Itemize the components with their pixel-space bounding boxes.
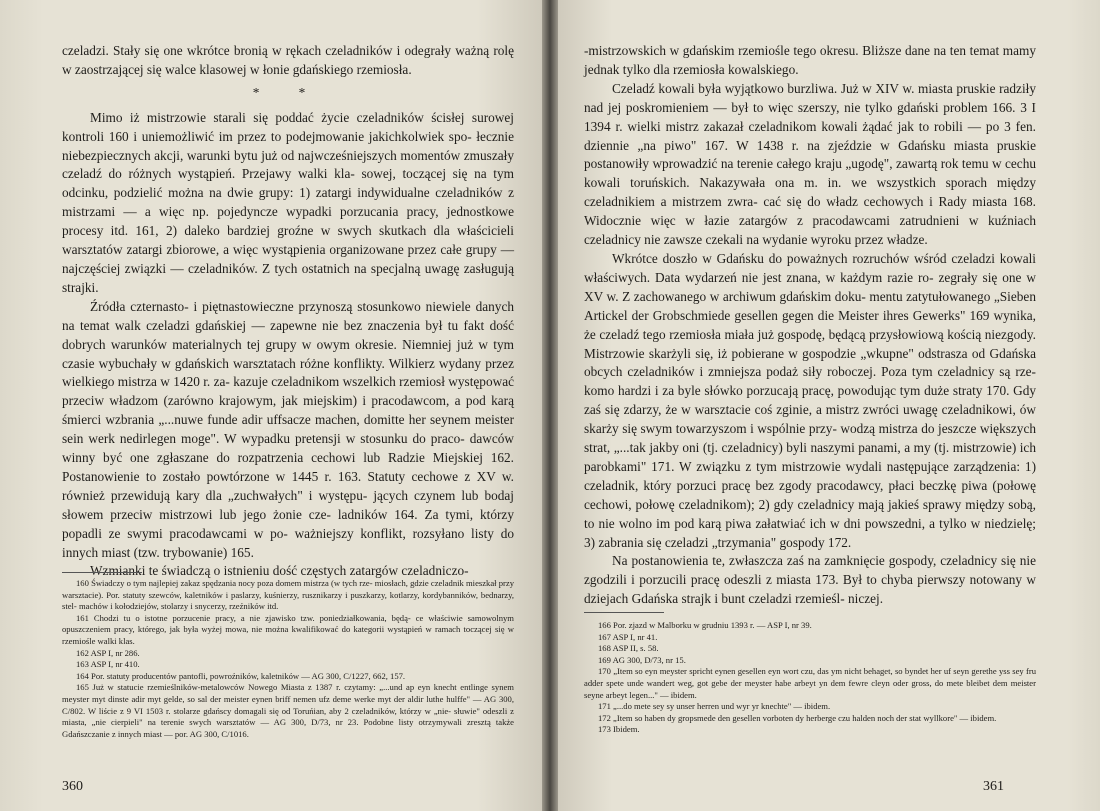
text-line: Miejskiej 162. Postanowienie to zostało powtórzone w 1445 r. 163. Statuty: [62, 450, 514, 484]
text-line: już gospodę, będącą przysłowiową kością niezgody. Mistrzowie skarżyli: [584, 326, 1036, 361]
text-line: (zarówno krajowym, jak miejskim) i pracodawcom, a pod karą śmierci: [62, 393, 514, 428]
text-line: się nie zgodzili i porzucili pracę odeszli z miasta 173. Był to chyba: [584, 553, 1037, 588]
text-line: był tu fakt dość dobrych warunków materialnych tej grupy w owym: [62, 317, 514, 352]
text-line: Mimo iż mistrzowie starali się poddać życie czeladników ścisłej surowej: [90, 109, 514, 125]
left-page: [0, 0, 542, 811]
text-line: straty 170. Gdy zaś się zdarzy, że w warsztacie coś zginie, a mistrz zwróci: [584, 383, 1037, 418]
text-line: rzemiosła.: [356, 61, 412, 77]
right-page: [558, 0, 1100, 811]
text-line: byli naszymi panami, a my (tj. mistrzowie) ich parobkami" 171. W związku: [584, 440, 1036, 474]
text-line: ważną rolę w zaostrzającej się walce klasowej w łonie gdańskiego: [62, 43, 514, 77]
text-line: to nie wolno im pod karą piwa załatwiać ich w dni powszedni,: [584, 515, 930, 531]
right-body-text: [584, 42, 1036, 609]
footnote: 167 ASP I, nr 41.: [598, 631, 658, 642]
footnote: 160 Świadczy o tym najlepiej zakaz spędzania nocy poza domem mistrza (w tych rze- miosłach, gdzie czeladnik mieszkał przy warsztacie). Por. statuty szewców, kaletników i paslarzy, kuśnierzy, rusznikarzy i puszkarzy, kotlarzy, kordybanników, bednarzy, stel- machów i kołodziejów, stolarzy i snycerzy, rzeźników itd.: [62, 578, 514, 612]
footnote: 171 „...do mete sey sy unser herren und wyr yr knechte" — ibidem.: [598, 701, 831, 712]
footnote: 173 Ibidem.: [598, 724, 640, 735]
text-line: ważniejszy konflikt, rozsyłano listy do innych miast (tzw. trybowanie) 165.: [62, 525, 514, 560]
section-separator: * *: [252, 84, 324, 100]
left-paragraph-2: [62, 109, 514, 298]
text-line: a więc wystąpienia organizowane przez całe grupy — najczęściej: [62, 242, 514, 276]
text-line: cechowe z XV w. również przewidują kary dla „zuchwałych" i występu-: [62, 468, 514, 503]
footnote: 168 ASP II, s. 58.: [598, 643, 659, 654]
text-line: różne konflikty. Wilkierz wydany przez wielkiego mistrza w 1420 r. za-: [62, 355, 514, 390]
text-line: się, iż pobierane w gospodzie „wkupne" odstrasza od Gdańska obcych: [584, 345, 1037, 380]
text-line: momentów zmuszały czeladź do różnych wystąpień. Przejawy walki kla-: [62, 147, 514, 182]
text-line: z tym mistrzowie wydali następujące zarządzenia: 1) czeladnik, który: [584, 458, 1036, 493]
text-line: Na postanowienia te, zwłaszcza zaś na zamknięcie gospody, czeladnicy: [612, 553, 1002, 569]
text-line: -mistrzowskich w gdańskim rzemiośle tego okresu. Bliższe dane na ten: [584, 43, 970, 58]
text-line: okresie. Niemniej już w tym czasie wybuchały w gdańskich warsztatach: [62, 336, 514, 371]
footnote: 169 AG 300, D/73, nr 15.: [598, 654, 686, 665]
left-paragraph-1: [62, 42, 514, 80]
footnote: 161 Chodzi tu o istotne porzucenie pracy, a nie zjawisko tzw. poniedziałkowania, będą- ce właściwie samowolnym opuszczeniem pracy, którego, jak była wyżej mowa, nie można kwalifikować do kategorii wystąpień w ramach toczącej się w rzemiośle walki klas.: [62, 612, 514, 646]
right-page-number: 361: [983, 779, 1004, 794]
text-line: komo hardzi i za byle słówko porzucają pracę, powodując tym duże: [584, 383, 953, 399]
text-line: czekali na wydanie wyroku przez władze.: [705, 232, 928, 248]
left-paragraph-3: [62, 298, 514, 563]
footnote: 165 Już w statucie rzemieślników-metalowców Nowego Miasta z 1387 r. czytamy: „...und ap eyn knecht entlinge synem meyster myt dinste adir myt gelde, so sal der meister eynen briff nemen ufz deme werke myt der aldir luthe hulffe" — AG 300, C/802. W liście z 9 VI 1503 r. stolarze gdańscy domagali się od Toruńian, aby 2 czeladników, którzy w „nie- słuwie" odeszli z miasta, „nie cierpieli" na terenie swych warsztatów — AG 300, D/73, nr 23. Podobne listy otrzymywali zresztą także Gdańszczanie z innych miast — por. AG 300, C/1016.: [62, 682, 514, 739]
left-footnote-rule: [62, 572, 142, 573]
text-line: ona m. in. we wszystkich sporach między czeladnikiem a mistrzem zwra-: [584, 175, 1036, 210]
text-line: groźne w swych skutkach dla właścicieli warsztatów zatargi zbiorowe,: [62, 223, 514, 258]
text-line: ladników 164. Za tymi, którzy popadli ze swymi pracodawcami w po-: [62, 506, 514, 541]
text-line: strajki.: [62, 279, 99, 295]
right-paragraph-1: [584, 42, 1036, 80]
text-line: sein werk nedirlegen moge". W wypadku pretensji w stosunku do praco-: [62, 431, 470, 447]
text-line: danych na temat walk czeladzi gdańskiej — zapewne nie bez znaczenia: [62, 298, 514, 333]
footnote: 172 „Item so haben dy gropsmede den gesellen vorboten dy herberge czu halden noch der stat wyllkore" — ibidem.: [598, 712, 997, 723]
text-line: kontroli 160 i uniemożliwić im przez to podejmowanie jakichkolwiek spo-: [62, 128, 477, 144]
text-line: temat mamy jednak tylko dla rzemiosła kowalskiego.: [584, 43, 1036, 77]
text-line: kazuje czeladnikom wszelkich rzemiosł występować przeciw władzom: [62, 374, 514, 409]
text-line: cać się do władz cechowych i Rady miasta 168. Widocznie więc w łazie: [584, 194, 1036, 229]
text-line: czeladników i zmniejsza podaż siły roboczej. Poza tym czeladnicy są rze-: [627, 364, 1036, 380]
text-line: w Gdańsku miasta pruskie postanowiły wprowadzić na terenie całego: [584, 137, 1036, 172]
book-gutter: [542, 0, 558, 811]
footnote: 170 „Item so eyn meyster spricht eynen gesellen eyn wort czu, das ym nicht behaget, so byndet her uf seyn gerethe yss sey fru adder spete unde wandert weg, got gebe der meyster habe arbeyt yn dem fewre cleyn oder gross, do mete bleibet dem meister seyne arbeyt legen..." — ibidem.: [584, 666, 1036, 700]
text-line: wzbrania „...nuwe funde adir uffsacze machen, domitte her seynem meister: [105, 412, 515, 428]
text-line: wypadki porzucania pracy, jednostkowe procesy itd. 161, 2) daleko bardziej: [62, 204, 514, 239]
text-line: Wzmianki te świadczą o istnieniu dość częstych zatargów czeladniczo-: [90, 563, 469, 579]
right-footnote-rule: [584, 612, 664, 613]
text-line: niczej.: [847, 591, 884, 607]
text-line: Wkrótce doszło w Gdańsku do poważnych rozruchów wśród czeladzi: [612, 250, 1000, 266]
text-line: mentu zatytułowanego „Sieben Artickel der Grobschmiede gesellen gegen: [584, 288, 1036, 323]
text-line: problem 166. 3 I 1394 r. wielki mistrz zakazał czeladnikom kowali żądać: [584, 99, 1036, 134]
left-page-number: 360: [62, 779, 83, 794]
text-line: kowali właściwych. Data wydarzeń nie jest znana, w każdym razie ro-: [584, 250, 1036, 285]
right-footnotes: [584, 620, 1036, 736]
footnote: 164 Por. statuty producentów pantofli, powroźników, kaletników — AG 300, C/1227, 662, 157.: [76, 670, 406, 681]
text-line: pierwszy notowany w dziejach Gdańska strajk i bunt czeladzi rzemieśl-: [584, 572, 1036, 607]
text-line: sowej, toczącej się na tym odcinku, podzielić można na dwie grupy:: [62, 166, 514, 201]
text-line: Czeladź kowali była wyjątkowo burzliwa. Już w XIV w. miasta pruskie: [612, 80, 1000, 96]
text-line: jących czynem lub bodaj słowem przeciw mistrzowi lub jego żonie cze-: [62, 487, 515, 522]
text-line: porzuci pracę bez zgody pracodawcy, płaci beczkę piwa (połowę cechowi,: [584, 477, 1036, 512]
text-line: zatargów z pracodawcami zatrudnieni w kuźniach czeladnicy nie zawsze: [584, 213, 1036, 248]
text-line: zegrały się one w XV w. Z zachowanego w archiwum gdańskim doku-: [584, 269, 1037, 304]
text-line: połowę czeladnikom); 2) gdy czeladnicy mają jakieś sprawy między sobą,: [635, 496, 1036, 512]
right-paragraph-3: [584, 250, 1036, 553]
text-line: jak to robili — po 3 fen. dziennie „na piwo" 167. W 1438 r. na zjeździe: [584, 118, 1036, 153]
text-line: czeladzi. Stały się one wkrótce bronią w rękach czeladników i odegrały: [62, 43, 456, 58]
left-body-text: [62, 42, 514, 581]
text-line: a tylko w niedzielę; 3) zabrania się czeladzi „trzymania" gospody 172.: [584, 515, 1037, 550]
text-line: kraju „ugodę", zawartą rok temu w cechu kowali toruńskich. Nakazywała: [584, 156, 1036, 191]
text-line: dawców winny być one zgłaszane do rozpatrzenia cechowi lub Radzie: [62, 431, 514, 466]
text-line: radziły nad jej poskromieniem — był to więc szerszy, nie tylko gdański: [584, 80, 1036, 115]
text-line: wodzą mistrza do jeszcze większych strat, „...tak jakby oni (tj. czeladnicy): [584, 421, 1036, 456]
right-paragraph-2: [584, 80, 1036, 250]
text-line: uwagę czeladnikowi, ów skarży się swym towarzyszom i wspólnie przy-: [584, 402, 1036, 437]
footnote: 166 Por. zjazd w Malborku w grudniu 1393 r. — ASP I, nr 39.: [598, 620, 812, 630]
text-line: 1) zatargi indywidualne czeladników z mistrzami — a więc np. pojedyncze: [62, 185, 514, 220]
footnote: 163 ASP I, nr 410.: [76, 659, 140, 670]
text-line: Źródła czternasto- i piętnastowieczne przynoszą stosunkowo niewiele: [90, 298, 476, 314]
footnote: 162 ASP I, nr 286.: [76, 647, 140, 658]
text-line: die Meister ihres Gewerks" 169 wynika, że czeladź tego rzemiosła miała: [584, 307, 1036, 342]
right-paragraph-4: [584, 552, 1036, 609]
left-footnotes: [62, 578, 514, 740]
text-line: łecznie niebezpiecznych akcji, warunki bytu już od najwcześniejszych: [62, 128, 514, 163]
text-line: związki — czeladników. Z tych ostatnich na specjalną uwagę zasługują: [124, 260, 514, 276]
